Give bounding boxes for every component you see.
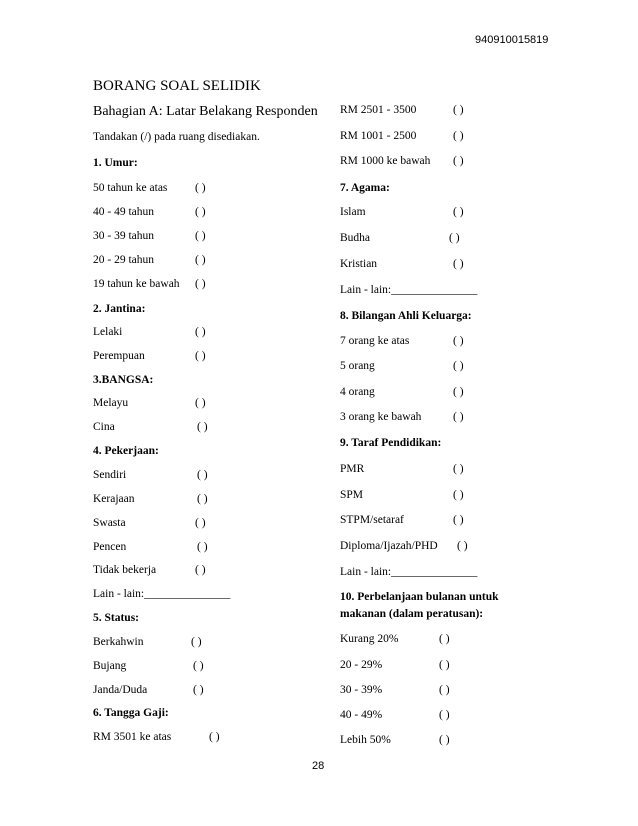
option-label-q9-options-0: PMR [340,463,365,475]
checkbox-q8-options-0[interactable]: ( ) [453,335,464,347]
option-label-q5-options-0: Berkahwin [93,636,144,648]
option-label-q10-options-2: 30 - 39% [340,684,383,696]
checkbox-q6-options-0[interactable]: ( ) [209,731,220,743]
checkbox-q1-options-4[interactable]: ( ) [195,278,206,290]
option-label-q5-options-2: Janda/Duda [93,684,148,696]
question-heading-q3-heading: 3.BANGSA: [93,374,154,386]
checkbox-q1-options-0[interactable]: ( ) [195,182,206,194]
option-label-q10-options-0: Kurang 20% [340,633,399,645]
checkbox-q3-options-0[interactable]: ( ) [195,397,206,409]
checkbox-q10-options-2[interactable]: ( ) [439,684,450,696]
option-label-q10-options-1: 20 - 29% [340,659,383,671]
question-heading-q6-heading: 6. Tangga Gaji: [93,707,169,719]
option-label-q8-options-1: 5 orang [340,360,375,372]
question-heading-q1-heading: 1. Umur: [93,157,138,169]
other-field-q7-other: Lain - lain:_______________ [340,284,478,296]
option-label-q9-options-3: Diploma/Ijazah/PHD [340,540,438,552]
checkbox-q5-options-1[interactable]: ( ) [193,660,204,672]
option-label-q8-options-0: 7 orang ke atas [340,335,410,347]
option-label-q4-options-1: Kerajaan [93,493,135,505]
document-id: 940910015819 [475,34,549,46]
option-label-q8-options-2: 4 orang [340,386,375,398]
option-label-q7-options-1: Budha [340,232,371,244]
option-label-q6-options-1: RM 2501 - 3500 [340,104,417,116]
option-label-q7-options-2: Kristian [340,258,378,270]
option-label-q9-options-2: STPM/setaraf [340,514,404,526]
checkbox-q4-options-1[interactable]: ( ) [197,493,208,505]
question-heading-q2-heading: 2. Jantina: [93,303,146,315]
option-label-q1-options-1: 40 - 49 tahun [93,206,155,218]
checkbox-q9-options-2[interactable]: ( ) [453,514,464,526]
section-a-heading: Bahagian A: Latar Belakang Responden [93,104,318,119]
checkbox-q7-options-2[interactable]: ( ) [453,258,464,270]
checkbox-q1-options-2[interactable]: ( ) [195,230,206,242]
other-field-q4-other: Lain - lain:_______________ [93,588,231,600]
checkbox-q4-options-0[interactable]: ( ) [197,469,208,481]
checkbox-q10-options-4[interactable]: ( ) [439,734,450,746]
checkbox-q9-options-3[interactable]: ( ) [457,540,468,552]
checkbox-q4-options-4[interactable]: ( ) [195,564,206,576]
option-label-q6-options-2: RM 1001 - 2500 [340,130,417,142]
option-label-q4-options-0: Sendiri [93,469,127,481]
checkbox-q4-options-3[interactable]: ( ) [197,541,208,553]
checkbox-q9-options-0[interactable]: ( ) [453,463,464,475]
question-heading-q5-heading: 5. Status: [93,612,140,624]
checkbox-q7-options-1[interactable]: ( ) [449,232,460,244]
option-label-q1-options-4: 19 tahun ke bawah [93,278,180,290]
checkbox-q8-options-3[interactable]: ( ) [453,411,464,423]
option-label-q2-options-1: Perempuan [93,350,145,362]
checkbox-q2-options-1[interactable]: ( ) [195,350,206,362]
checkbox-q10-options-3[interactable]: ( ) [439,709,450,721]
option-label-q3-options-0: Melayu [93,397,129,409]
other-field-q9-other: Lain - lain:_______________ [340,566,478,578]
option-label-q7-options-0: Islam [340,206,366,218]
form-title: BORANG SOAL SELIDIK [93,78,261,94]
option-label-q10-options-4: Lebih 50% [340,734,391,746]
option-label-q4-options-3: Pencen [93,541,127,553]
checkbox-q6-options-2[interactable]: ( ) [453,130,464,142]
checkbox-q8-options-1[interactable]: ( ) [453,360,464,372]
option-label-q6-options-0: RM 3501 ke atas [93,731,172,743]
question-heading-q10-heading-line2: makanan (dalam peratusan): [340,608,484,620]
option-label-q2-options-0: Lelaki [93,326,123,338]
checkbox-q5-options-0[interactable]: ( ) [191,636,202,648]
checkbox-q10-options-0[interactable]: ( ) [439,633,450,645]
question-heading-q4-heading: 4. Pekerjaan: [93,445,159,457]
option-label-q3-options-1: Cina [93,421,115,433]
option-label-q1-options-2: 30 - 39 tahun [93,230,155,242]
instruction-text: Tandakan (/) pada ruang disediakan. [93,131,260,143]
question-heading-q10-heading-line1: 10. Perbelanjaan bulanan untuk [340,591,499,603]
question-heading-q9-heading: 9. Taraf Pendidikan: [340,437,442,449]
question-heading-q7-heading: 7. Agama: [340,182,390,194]
option-label-q9-options-1: SPM [340,489,364,501]
checkbox-q10-options-1[interactable]: ( ) [439,659,450,671]
checkbox-q4-options-2[interactable]: ( ) [195,517,206,529]
checkbox-q7-options-0[interactable]: ( ) [453,206,464,218]
question-heading-q8-heading: 8. Bilangan Ahli Keluarga: [340,310,472,322]
checkbox-q9-options-1[interactable]: ( ) [453,489,464,501]
page-number: 28 [312,760,325,772]
option-label-q8-options-3: 3 orang ke bawah [340,411,422,423]
checkbox-q8-options-2[interactable]: ( ) [453,386,464,398]
option-label-q4-options-2: Swasta [93,517,126,529]
checkbox-q5-options-2[interactable]: ( ) [193,684,204,696]
checkbox-q3-options-1[interactable]: ( ) [197,421,208,433]
option-label-q1-options-0: 50 tahun ke atas [93,182,168,194]
option-label-q6-options-3: RM 1000 ke bawah [340,155,431,167]
option-label-q1-options-3: 20 - 29 tahun [93,254,155,266]
option-label-q5-options-1: Bujang [93,660,127,672]
checkbox-q6-options-1[interactable]: ( ) [453,104,464,116]
checkbox-q6-options-3[interactable]: ( ) [453,155,464,167]
checkbox-q2-options-0[interactable]: ( ) [195,326,206,338]
checkbox-q1-options-3[interactable]: ( ) [195,254,206,266]
checkbox-q1-options-1[interactable]: ( ) [195,206,206,218]
option-label-q10-options-3: 40 - 49% [340,709,383,721]
option-label-q4-options-4: Tidak bekerja [93,564,157,576]
